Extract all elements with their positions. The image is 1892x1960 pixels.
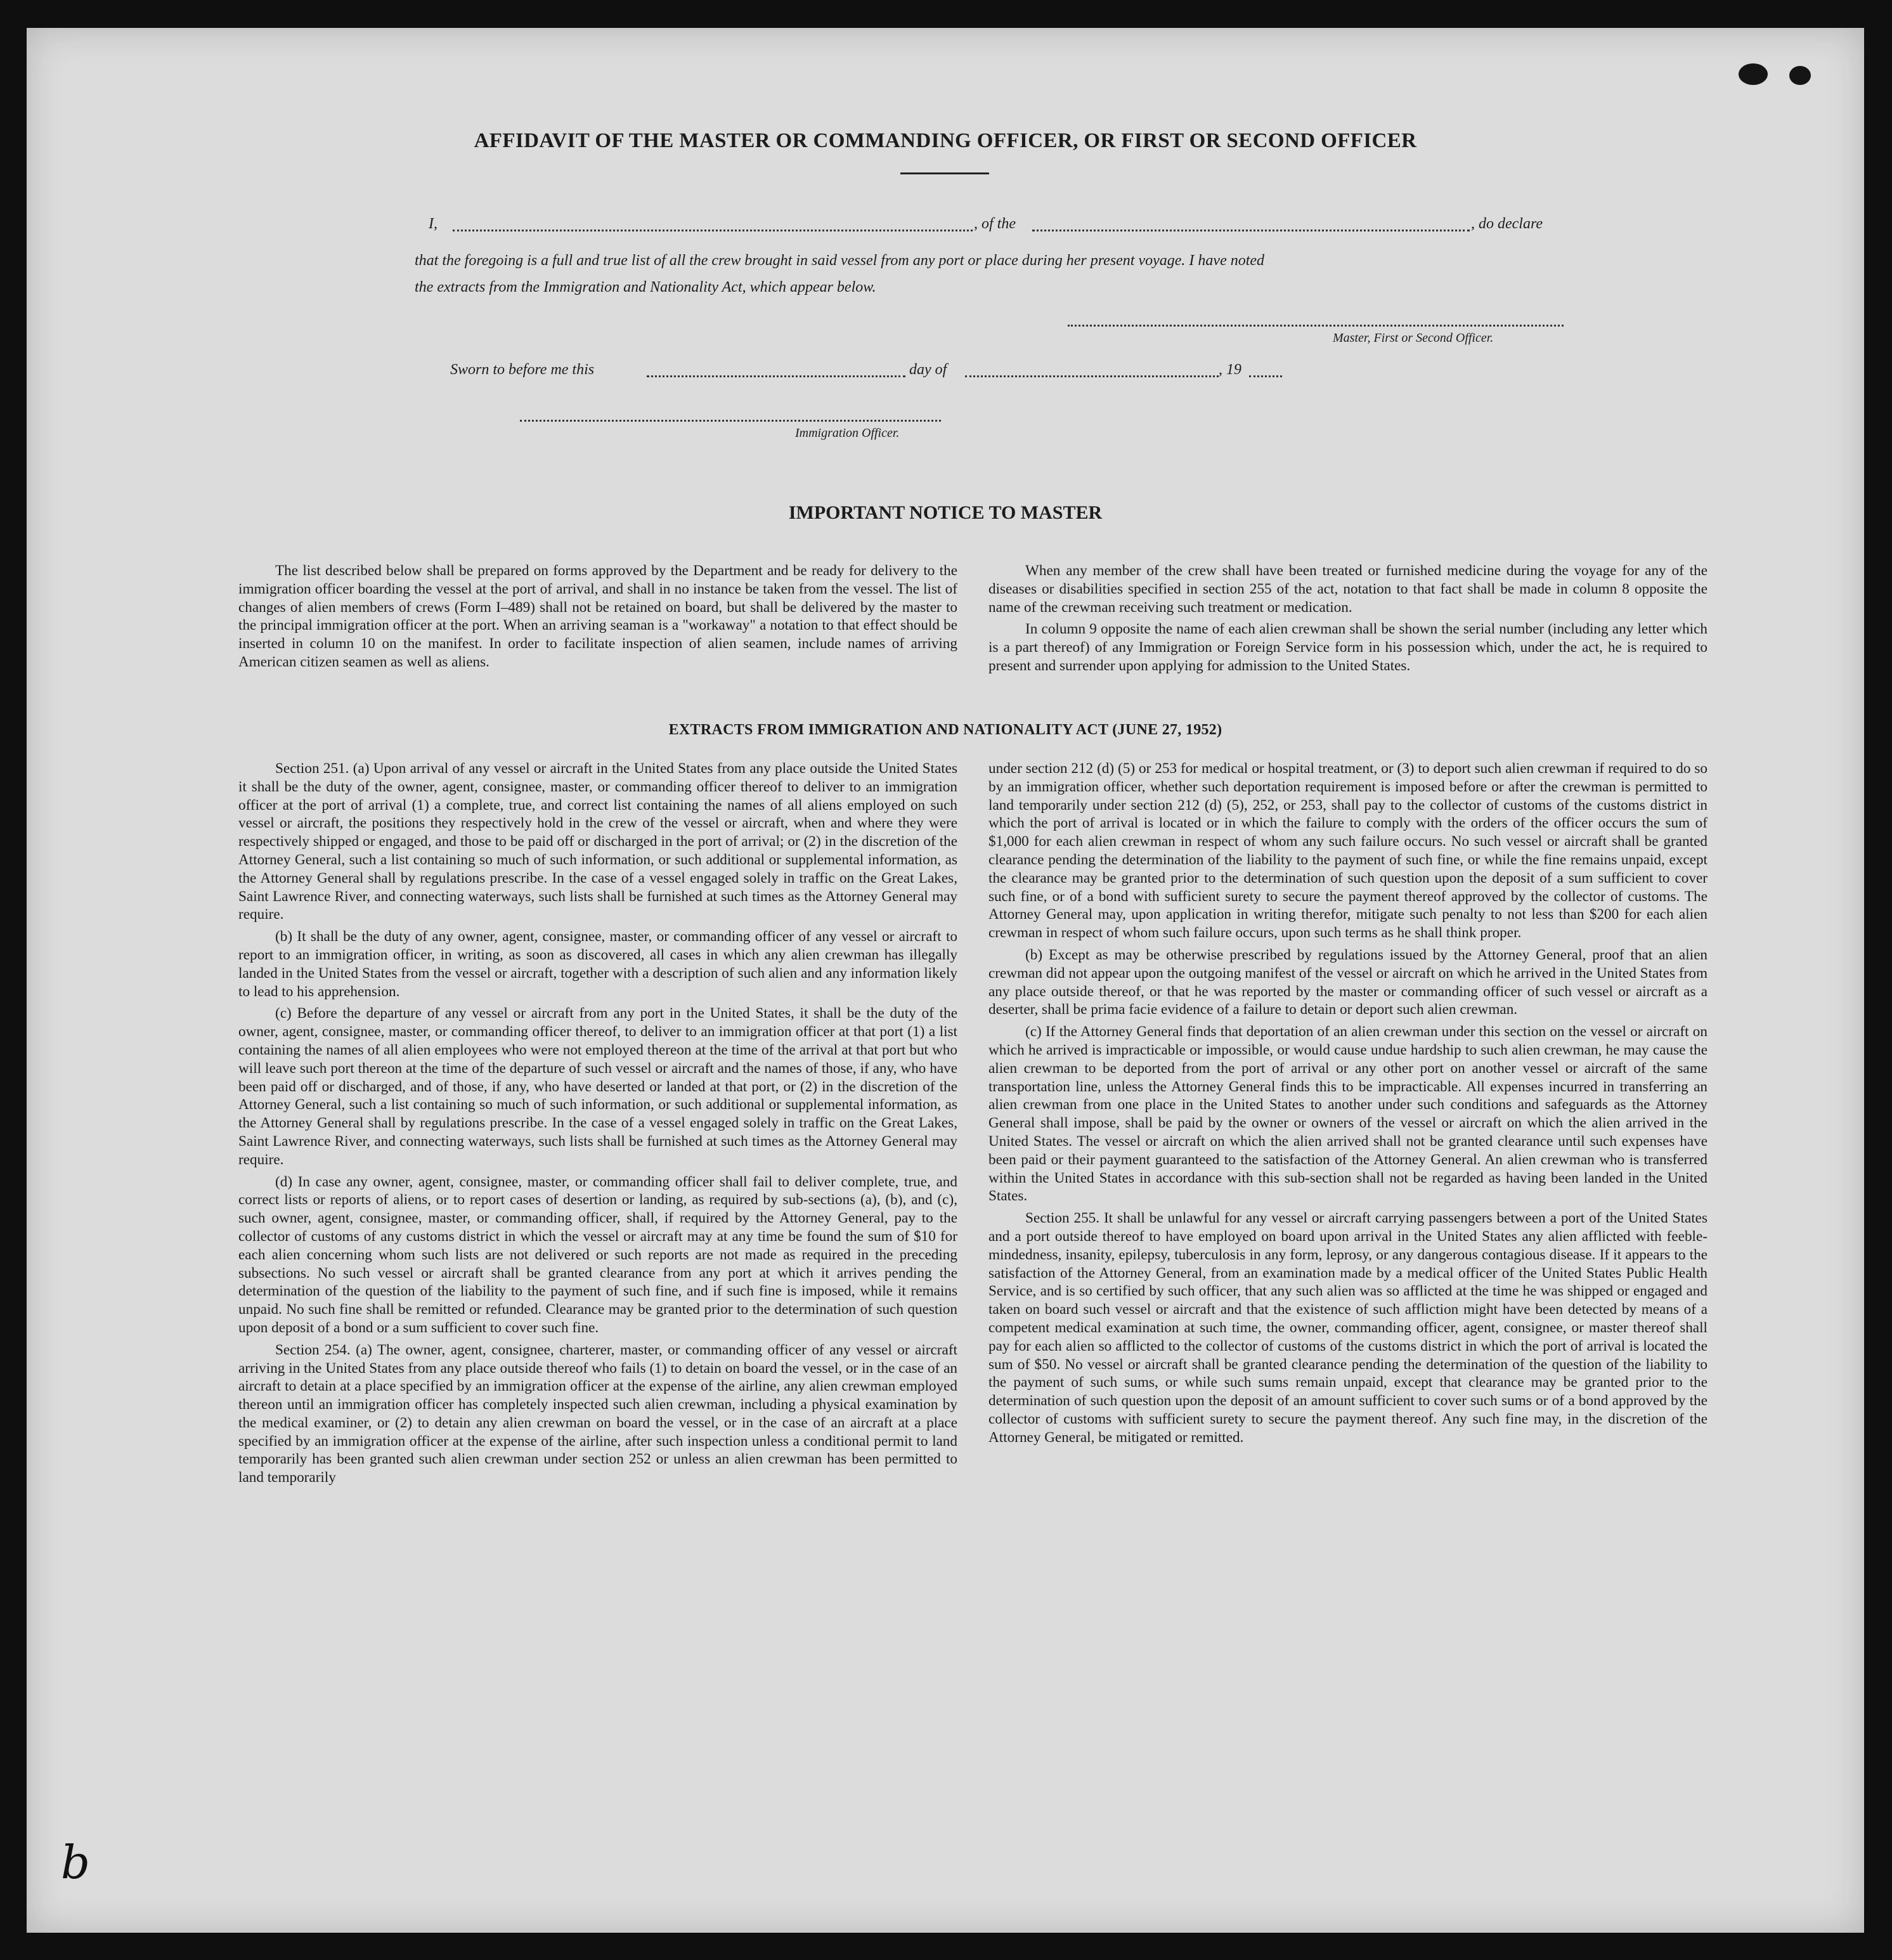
declaration-i: I, (429, 216, 437, 232)
declaration-text-line-2: the extracts from the Immigration and Nationality Act, which appear below. (415, 279, 876, 295)
declarant-name-field[interactable] (453, 230, 973, 231)
extract-paragraph: Section 251. (a) Upon arrival of any vessel or aircraft in the United States from any place outside the United States it shall be the duty of the owner, agent, consignee, master, or commanding officer thereof to deliver to an immigration officer at the port of arrival (1) a complete, true, and correct list containing the names of all aliens employed on such vessel or aircraft, the positions they respectively hold in the crew of the vessel or aircraft, when and where they were respectively shipped or engaged, and those to be paid off or discharged in the port of arrival; or (2) in the discretion of the Attorney General, such a list containing so much of such information, or such additional or supplemental information, as the Attorney General shall by regulations prescribe. In the case of a vessel engaged solely in traffic on the Great Lakes, Saint Lawrence River, and connecting waterways, such lists shall be furnished at such times as the Attorney General may require. (238, 760, 957, 923)
sworn-year-field[interactable] (1249, 375, 1282, 377)
extracts-title: EXTRACTS FROM IMMIGRATION AND NATIONALITY ACT (JUNE 27, 1952) (668, 722, 1222, 738)
extract-paragraph: Section 255. It shall be unlawful for any vessel or aircraft carrying passengers between a port of the United States and a port outside thereof to have employed on board upon arrival in the United States any alien afflicted with feeble-mindedness, insanity, epilepsy, tuberculosis in any form, leprosy, or any dangerous contagious disease. If it appears to the satisfaction of the Attorney General, from an examination made by a medical officer of the United States Public Health Service, and is so certified by such officer, that any such alien was so afflicted at the time he was shipped or engaged and taken on board such vessel or aircraft and that the existence of such affliction might have been detected by means of a competent medical examination at such time, the owner, commanding officer, agent, consignee, or master thereof shall pay for each alien so afflicted to the collector of customs of the customs district in which the port of arrival is located the sum of $50. No vessel or aircraft shall be granted clearance pending the determination of the question of the liability to the payment of such sums, or while such sums remain unpaid, except that clearance may be granted prior to the determination of such question upon the deposit of an amount sufficient to cover such sums or of a bond approved by the collector of customs with sufficient surety to secure the payment thereof. Any such fine may, in the discretion of the Attorney General, be mitigated or remitted. (988, 1210, 1707, 1446)
ink-smudge (1789, 66, 1811, 85)
extracts-right-column (988, 760, 1707, 1450)
master-signature-line[interactable] (1068, 325, 1564, 327)
notice-paragraph: The list described below shall be prepared on forms approved by the Department and be ready for delivery to the immigration officer boarding the vessel at the port of arrival, and shall in no instance be taken from the vessel. The list of changes of alien members of crews (Form I–489) shall not be retained on board, but shall be delivered by the master to the principal immigration officer at the port. When an arriving seaman is a "workaway" a notation to that effect should be inserted in column 10 on the manifest. In order to facilitate inspection of alien seamen, include names of arriving American citizen seamen as well as aliens. (238, 562, 957, 670)
declaration-do-declare: , do declare (1471, 216, 1543, 232)
extract-paragraph: Section 254. (a) The owner, agent, consignee, charterer, master, or commanding officer of any vessel or aircraft arriving in the United States from any place outside thereof who fails (1) to detain on board the vessel, or in the case of an aircraft to detain at a place specified by an immigration officer at the expense of the airline, any alien crewman employed thereon until an immigration officer has completely inspected such alien crewman, including a physical examination by the medical examiner, or (2) to detain any alien crewman on board the vessel, or in the case of an aircraft at a place specified by an immigration officer at the expense of the airline, after such inspection unless a conditional permit to land temporarily has been granted such alien crewman under section 252 or unless an alien crewman has been permitted to land temporarily (238, 1341, 957, 1486)
immigration-officer-signature-line[interactable] (520, 420, 941, 422)
vessel-name-field[interactable] (1032, 230, 1470, 231)
declaration-of-the: , of the (974, 216, 1016, 232)
notice-paragraph: When any member of the crew shall have been treated or furnished medicine during the voyage for any of the diseases or disabilities specified in section 255 of the act, notation to that fact shall be made in column 8 opposite the name of the crewman receiving such treatment or medication. (988, 562, 1707, 616)
notice-paragraph: In column 9 opposite the name of each alien crewman shall be shown the serial number (including any letter which is a part thereof) of any Immigration or Foreign Service form in his possession which, under the act, he is required to present and surrender upon applying for admission to the United States. (988, 621, 1707, 674)
extracts-left-column (238, 760, 957, 1491)
ink-smudge (1739, 63, 1768, 85)
handwritten-margin-mark: b (61, 1836, 91, 1889)
master-signature-label: Master, First or Second Officer. (1333, 331, 1494, 345)
affidavit-title: AFFIDAVIT OF THE MASTER OR COMMANDING OFFICER, OR FIRST OR SECOND OFFICER (474, 129, 1417, 152)
extract-paragraph: (b) It shall be the duty of any owner, agent, consignee, master, or commanding officer of any vessel or aircraft to report to an immigration officer, in writing, as soon as discovered, all cases in which any alien crewman has illegally landed in the United States from the vessel or aircraft, together with a description of such alien and any information likely to lead to his apprehension. (238, 928, 957, 1000)
extract-paragraph: (d) In case any owner, agent, consignee, master, or commanding officer shall fail to deliver complete, true, and correct lists or reports of aliens, or to report cases of desertion or landing, as required by sub-sections (a), (b), and (c), such owner, agent, consignee, master, or commanding officer, shall, if required by the Attorney General, pay to the collector of customs of any customs district in which the vessel or aircraft may at any time be found the sum of $10 for each alien concerning whom such lists are not delivered or such reports are not made as required in the preceding subsections. No such vessel or aircraft shall be granted clearance from any port at which it arrives pending the determination of the question of the liability to the payment of such fine, and if such fine is imposed, while it remains unpaid. No such fine shall be remitted or refunded. Clearance may be granted prior to the determination of such question upon deposit of a bond or a sum sufficient to cover such fine. (238, 1173, 957, 1336)
notice-left-column (238, 562, 957, 675)
extract-paragraph: (c) If the Attorney General finds that deportation of an alien crewman under this section on the vessel or aircraft on which he arrived is impracticable or impossible, or would cause undue hardship to such alien crewman, he may cause the alien crewman to be deported from the port of arrival or any other port on another vessel or aircraft of the same transportation line, unless the Attorney General finds this to be impracticable. All expenses incurred in transferring an alien crewman from one place in the United States to another under such conditions and safeguards as the Attorney General shall impose, shall be paid by the owner or owners of the vessel or aircraft on which the alien arrived in the United States. The vessel or aircraft on which the alien arrived shall not be granted clearance until such expenses have been paid or their payment guaranteed to the satisfaction of the Attorney General. An alien crewman who is transferred within the United States in accordance with this sub-section shall not be regarded as having been landed in the United States. (988, 1023, 1707, 1205)
sworn-day-of: day of (909, 361, 947, 378)
extract-paragraph: (c) Before the departure of any vessel or aircraft from any port in the United States, it shall be the duty of the owner, agent, consignee, master, or commanding officer thereof, to deliver to an immigration officer at that port (1) a list containing the names of all alien employees who were not employed thereon at the time of the arrival at that port but who will leave such port thereon at the time of the departure of such vessel or aircraft and the names of those, if any, who have been paid off or discharged, and of those, if any, who have deserted or landed at that port, or (2) in the discretion of the Attorney General, such a list containing so much of such information, or such additional or supplemental information, as the Attorney General shall by regulations prescribe. In the case of a vessel engaged solely in traffic on the Great Lakes, Saint Lawrence River, and connecting waterways, such lists shall be furnished at such times as the Attorney General may require. (238, 1005, 957, 1168)
title-divider (900, 172, 989, 174)
extract-paragraph: (b) Except as may be otherwise prescribed by regulations issued by the Attorney General, proof that an alien crewman did not appear upon the outgoing manifest of the vessel or aircraft on which he arrived in the United States from any place outside thereof, or that he was reported by the master or commanding officer of such vessel or aircraft as a deserter, shall be prima facie evidence of a failure to detain or deport such alien crewman. (988, 946, 1707, 1018)
immigration-officer-label: Immigration Officer. (795, 426, 900, 440)
document-page (27, 28, 1864, 1933)
sworn-prefix: Sworn to before me this (450, 361, 595, 378)
extract-paragraph: under section 212 (d) (5) or 253 for medical or hospital treatment, or (3) to deport such alien crewman if required to do so by an immigration officer, whether such deportation requirement is imposed before or after the crewman is permitted to land temporarily under section 212 (d) (5), 252, or 253, shall pay to the collector of customs of the customs district in which the port of arrival is located or in which the failure to comply with the orders of the officer occurs the sum of $1,000 for each alien crewman in respect of whom any such failure occurs. No such vessel or aircraft shall be granted clearance pending the determination of the liability to the payment of such fine, or while the fine remains unpaid, except the clearance may be granted prior to the determination of such question upon the deposit of a sum sufficient to cover such fine, or of a bond with sufficient surety to secure the payment thereof approved by the collector of customs. The Attorney General may, upon application in writing therefor, mitigate such penalty to not less than $200 for each alien crewman in respect of whom such failure occurs, upon such terms as he shall think proper. (988, 760, 1707, 942)
sworn-month-field[interactable] (965, 375, 1219, 377)
declaration-text-line-1: that the foregoing is a full and true list of all the crew brought in said vessel from any port or place during her present voyage. I have noted (415, 252, 1265, 269)
notice-right-column (988, 562, 1707, 679)
sworn-day-field[interactable] (647, 375, 905, 377)
sworn-year: , 19 (1219, 361, 1241, 378)
notice-title: IMPORTANT NOTICE TO MASTER (788, 502, 1103, 523)
